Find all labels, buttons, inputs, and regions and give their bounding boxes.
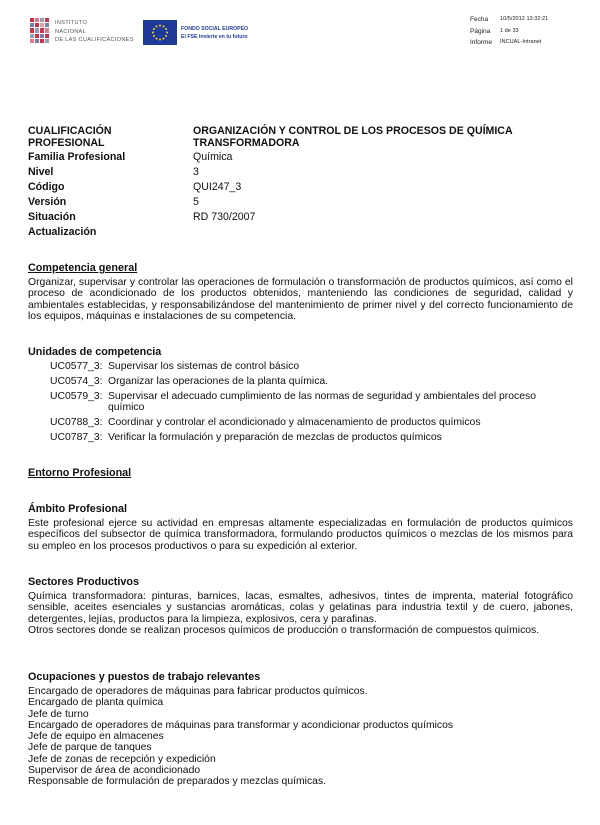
list-item: Jefe de parque de tanques — [28, 742, 152, 754]
list-item: Encargado de operadores de máquinas para fabricar productos químicos. — [28, 686, 368, 697]
sectores-text-2: Otros sectores donde se realizan procesos químicos de producción o transformación de compuestos químicos. — [28, 625, 540, 636]
unidades-title: Unidades de competencia — [28, 346, 162, 358]
competencia-title: Competencia general — [28, 262, 138, 274]
list-item: Jefe de equipo en almacenes — [28, 731, 164, 743]
incual-logo — [30, 18, 49, 43]
report-meta — [470, 14, 548, 49]
meta-informe: Informe INCUAL-Intranet — [470, 39, 542, 46]
fse-logo-text: FONDO SOCIAL EUROPEO El FSE invierte en tu futuro — [181, 26, 249, 40]
sectores-text-1: Química transformadora: pinturas, barnices, lacas, esmaltes, adhesivos, tintes de imprenta, material fotográfico sensible, aceites esenciales y sustancias aromáticas, colas y gelatinas para industria textil y de cuero, jabones, detergentes, lejías, productos para la limpieza, explosivos, cera y parafinas. — [28, 591, 573, 625]
list-item: Responsable de formulación de preparados y mezclas químicas. — [28, 776, 327, 788]
incual-logo-text: INSTITUTO NACIONAL DE LAS CUALIFICACIONES — [55, 20, 134, 43]
ambito-title: Ámbito Profesional — [28, 503, 127, 515]
list-item: Encargado de planta química — [28, 697, 164, 709]
competencia-text: Organizar, supervisar y controlar las operaciones de formulación o transformación de productos químicos, así como el proceso de acondicionado de los productos obtenidos, manteniendo las condiciones de seguridad, calidad y ambientales establecidas, y responsabilizándose del mantenimiento de primer nivel y del correcto funcionamiento de los equipos, máquinas e instalaciones de su competencia. — [28, 277, 573, 322]
list-item: UC0574_3: Organizar las operaciones de la planta química. — [50, 376, 329, 387]
list-item: Encargado de operadores de máquinas para transformar y acondicionar productos químicos — [28, 719, 454, 731]
list-item: UC0788_3: Coordinar y controlar el acondicionado y almacenamiento de productos químicos — [50, 417, 481, 428]
list-item: UC0787_3: Verificar la formulación y preparación de mezclas de productos químicos — [50, 432, 442, 443]
list-item: UC0579_3: Supervisar el adecuado cumplimiento de las normas de seguridad y ambientales del proceso químico — [50, 391, 536, 413]
list-item: Supervisor de área de acondicionado — [28, 765, 201, 777]
ocupaciones-title: Ocupaciones y puestos de trabajo relevantes — [28, 671, 261, 683]
entorno-title: Entorno Profesional — [28, 467, 132, 479]
ocupaciones-list — [28, 686, 453, 788]
qualification-title: ORGANIZACIÓN Y CONTROL DE LOS PROCESOS DE QUÍMICA TRANSFORMADORA — [193, 125, 513, 149]
meta-pagina: Página 1 de 33 — [470, 27, 519, 35]
sectores-title: Sectores Productivos — [28, 576, 140, 588]
list-item: Jefe de turno — [28, 708, 89, 720]
eu-flag-icon — [143, 20, 177, 45]
ambito-text: Este profesional ejerce su actividad en empresas altamente especializadas en formulación de productos químicos específicos del subsector de química transformadora, formulando productos químicos o mezclas de los mismos para su empleo en los procesos productivos o para su expedición al exterior. — [28, 518, 573, 552]
list-item: UC0577_3: Supervisar los sistemas de control básico — [50, 361, 300, 372]
list-item: Jefe de zonas de recepción y expedición — [28, 753, 216, 765]
meta-fecha: Fecha 10/5/2012 13:32:21 — [470, 16, 549, 23]
